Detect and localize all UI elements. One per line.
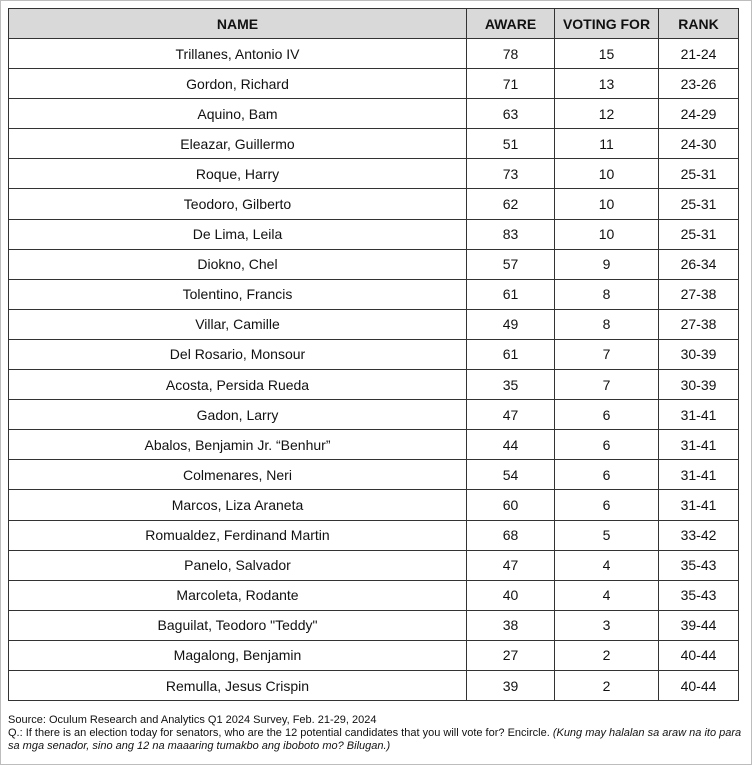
voting-for-cell: 10 (555, 159, 659, 189)
voting-for-cell: 2 (555, 670, 659, 700)
rank-cell: 25-31 (659, 189, 739, 219)
table-row (9, 99, 739, 129)
aware-cell: 39 (467, 670, 555, 700)
voting-for-cell: 2 (555, 640, 659, 670)
voting-for-cell: 10 (555, 219, 659, 249)
table-row (9, 249, 739, 279)
question-note (8, 727, 744, 753)
table-row (9, 460, 739, 490)
voting-for-cell: 7 (555, 339, 659, 369)
table-row (9, 640, 739, 670)
aware-cell: 38 (467, 610, 555, 640)
voting-for-cell: 4 (555, 550, 659, 580)
candidate-name-cell: Marcos, Liza Araneta (9, 490, 467, 520)
table-row (9, 279, 739, 309)
header-voting-for: VOTING FOR (555, 9, 659, 39)
question-translation: (Kung may halalan sa araw na ito para sa mga senador, sino ang 12 na maaaring tumakbo ang iboboto mo? Bilugan.) (8, 727, 742, 752)
rank-cell: 21-24 (659, 39, 739, 69)
candidate-name-cell: Remulla, Jesus Crispin (9, 670, 467, 700)
table-row (9, 670, 739, 700)
rank-cell: 25-31 (659, 159, 739, 189)
aware-cell: 57 (467, 249, 555, 279)
candidate-name-cell: Panelo, Salvador (9, 550, 467, 580)
voting-for-cell: 7 (555, 370, 659, 400)
aware-cell: 68 (467, 520, 555, 550)
candidate-name-cell: Eleazar, Guillermo (9, 129, 467, 159)
table-row (9, 129, 739, 159)
rank-cell: 33-42 (659, 520, 739, 550)
rank-cell: 31-41 (659, 400, 739, 430)
header-name: NAME (9, 9, 467, 39)
senatorial-survey-table (8, 8, 739, 701)
candidate-name-cell: Magalong, Benjamin (9, 640, 467, 670)
candidate-name-cell: Villar, Camille (9, 309, 467, 339)
voting-for-cell: 15 (555, 39, 659, 69)
aware-cell: 40 (467, 580, 555, 610)
candidate-name-cell: Del Rosario, Monsour (9, 339, 467, 369)
aware-cell: 60 (467, 490, 555, 520)
voting-for-cell: 5 (555, 520, 659, 550)
candidate-name-cell: Teodoro, Gilberto (9, 189, 467, 219)
table-row (9, 520, 739, 550)
voting-for-cell: 9 (555, 249, 659, 279)
aware-cell: 61 (467, 339, 555, 369)
aware-cell: 71 (467, 69, 555, 99)
voting-for-cell: 6 (555, 400, 659, 430)
aware-cell: 62 (467, 189, 555, 219)
rank-cell: 35-43 (659, 550, 739, 580)
footnote (8, 714, 744, 753)
rank-cell: 40-44 (659, 670, 739, 700)
table-row (9, 370, 739, 400)
voting-for-cell: 13 (555, 69, 659, 99)
candidate-name-cell: Trillanes, Antonio IV (9, 39, 467, 69)
question-text: Q.: If there is an election today for senators, who are the 12 potential candidates that you will vote for? Encircle. (8, 727, 550, 739)
table-body (9, 39, 739, 701)
table-row (9, 339, 739, 369)
table-row (9, 490, 739, 520)
rank-cell: 23-26 (659, 69, 739, 99)
voting-for-cell: 10 (555, 189, 659, 219)
voting-for-cell: 4 (555, 580, 659, 610)
candidate-name-cell: Abalos, Benjamin Jr. “Benhur” (9, 430, 467, 460)
aware-cell: 44 (467, 430, 555, 460)
rank-cell: 30-39 (659, 370, 739, 400)
aware-cell: 47 (467, 550, 555, 580)
rank-cell: 31-41 (659, 430, 739, 460)
rank-cell: 27-38 (659, 279, 739, 309)
rank-cell: 24-30 (659, 129, 739, 159)
header-rank: RANK (659, 9, 739, 39)
table-row (9, 400, 739, 430)
voting-for-cell: 8 (555, 279, 659, 309)
candidate-name-cell: Roque, Harry (9, 159, 467, 189)
table-header-row (9, 9, 739, 39)
aware-cell: 73 (467, 159, 555, 189)
candidate-name-cell: Baguilat, Teodoro "Teddy" (9, 610, 467, 640)
aware-cell: 35 (467, 370, 555, 400)
header-aware: AWARE (467, 9, 555, 39)
candidate-name-cell: Aquino, Bam (9, 99, 467, 129)
voting-for-cell: 11 (555, 129, 659, 159)
rank-cell: 27-38 (659, 309, 739, 339)
rank-cell: 30-39 (659, 339, 739, 369)
voting-for-cell: 3 (555, 610, 659, 640)
aware-cell: 47 (467, 400, 555, 430)
rank-cell: 31-41 (659, 460, 739, 490)
candidate-name-cell: Gadon, Larry (9, 400, 467, 430)
aware-cell: 63 (467, 99, 555, 129)
voting-for-cell: 12 (555, 99, 659, 129)
source-note: Source: Oculum Research and Analytics Q1 2024 Survey, Feb. 21-29, 2024 (8, 714, 377, 726)
aware-cell: 78 (467, 39, 555, 69)
table-row (9, 580, 739, 610)
rank-cell: 26-34 (659, 249, 739, 279)
candidate-name-cell: Romualdez, Ferdinand Martin (9, 520, 467, 550)
aware-cell: 27 (467, 640, 555, 670)
aware-cell: 54 (467, 460, 555, 490)
table-row (9, 39, 739, 69)
table-row (9, 309, 739, 339)
candidate-name-cell: Diokno, Chel (9, 249, 467, 279)
voting-for-cell: 6 (555, 430, 659, 460)
candidate-name-cell: De Lima, Leila (9, 219, 467, 249)
aware-cell: 49 (467, 309, 555, 339)
table-row (9, 159, 739, 189)
aware-cell: 51 (467, 129, 555, 159)
table-row (9, 219, 739, 249)
rank-cell: 31-41 (659, 490, 739, 520)
table-row (9, 69, 739, 99)
aware-cell: 61 (467, 279, 555, 309)
rank-cell: 24-29 (659, 99, 739, 129)
aware-cell: 83 (467, 219, 555, 249)
table-row (9, 610, 739, 640)
candidate-name-cell: Tolentino, Francis (9, 279, 467, 309)
rank-cell: 40-44 (659, 640, 739, 670)
rank-cell: 25-31 (659, 219, 739, 249)
candidate-name-cell: Marcoleta, Rodante (9, 580, 467, 610)
rank-cell: 35-43 (659, 580, 739, 610)
voting-for-cell: 6 (555, 460, 659, 490)
table-row (9, 189, 739, 219)
candidate-name-cell: Gordon, Richard (9, 69, 467, 99)
voting-for-cell: 6 (555, 490, 659, 520)
voting-for-cell: 8 (555, 309, 659, 339)
rank-cell: 39-44 (659, 610, 739, 640)
candidate-name-cell: Colmenares, Neri (9, 460, 467, 490)
table-row (9, 430, 739, 460)
candidate-name-cell: Acosta, Persida Rueda (9, 370, 467, 400)
table-row (9, 550, 739, 580)
